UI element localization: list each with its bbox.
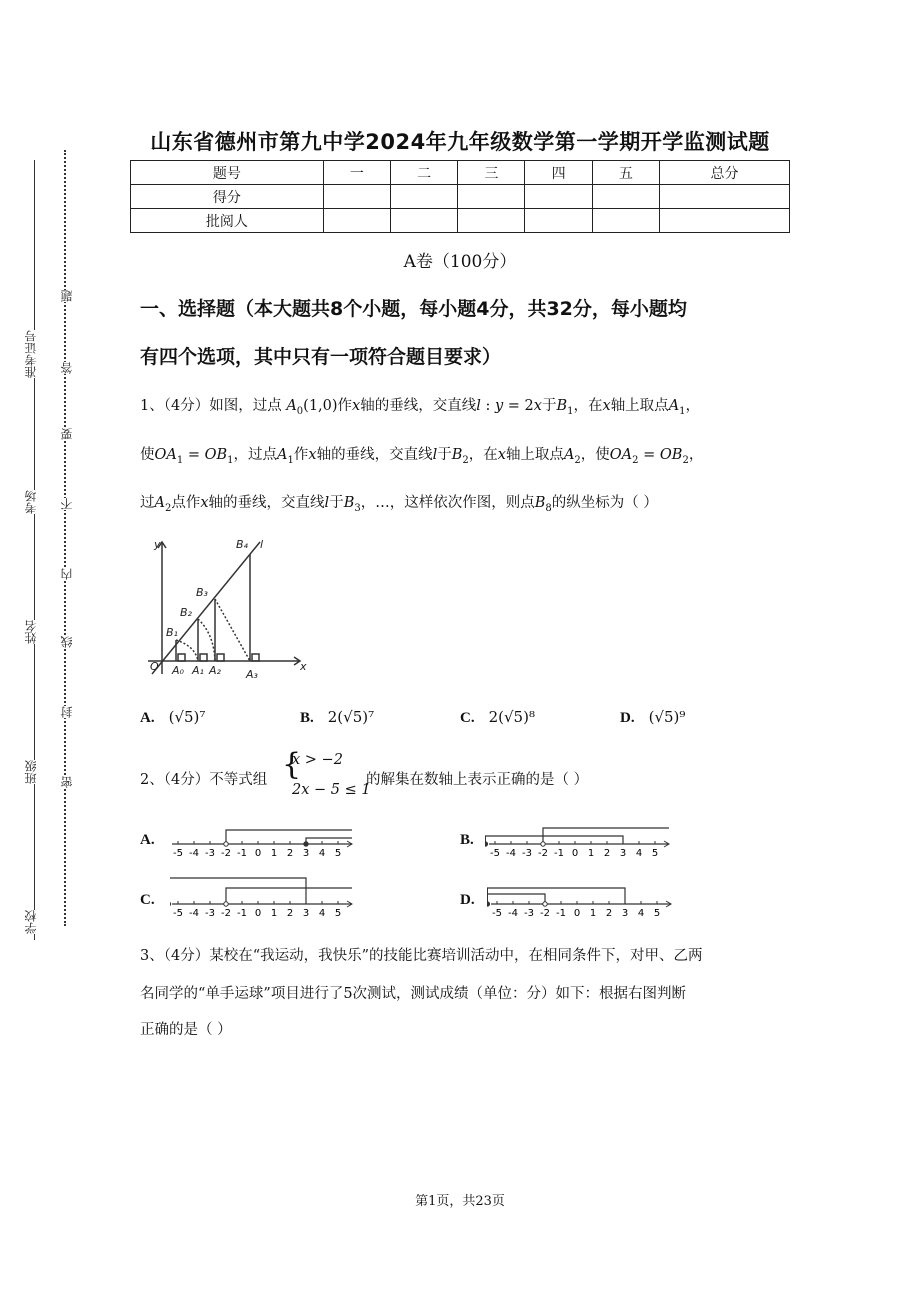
table-row <box>131 185 790 209</box>
tick-label: 4 <box>318 908 326 919</box>
numberline-b[interactable] <box>485 816 690 862</box>
endpoint-dot <box>304 842 308 846</box>
table-cell: 四 <box>525 161 592 185</box>
tick-label: -1 <box>237 908 247 919</box>
seal-char: 不 <box>60 498 74 510</box>
tick-label: -1 <box>237 848 247 859</box>
tick-label: 0 <box>571 848 579 859</box>
page-footer: 第1页，共23页 <box>415 1194 505 1209</box>
seal-char: 题 <box>60 290 74 302</box>
seal-char: 答 <box>60 362 74 374</box>
tick-label: -1 <box>554 848 564 859</box>
endpoint-dot <box>485 842 488 846</box>
label-name: 姓名 <box>24 620 38 644</box>
table-cell: 得分 <box>131 185 324 209</box>
q2-option-d-label[interactable]: D. <box>460 892 475 908</box>
q2-ineq1: x > −2 <box>292 752 343 768</box>
tick-label: 2 <box>605 908 613 919</box>
seal-char: 内 <box>60 568 74 580</box>
q1-line2: 使$OA_1 = OB_1$，过点$A_1$作x轴的垂线，交直线l于$B_2$，在x轴上取点$A_2$，使$OA_2 = OB_2$， <box>140 447 704 466</box>
tick-label: -4 <box>508 908 518 919</box>
tick-label: -3 <box>205 908 215 919</box>
tick-label: -2 <box>221 908 231 919</box>
option-c[interactable]: C. 2(√5)⁸ <box>460 708 535 726</box>
tick-label: -5 <box>173 908 183 919</box>
tick-label: 1 <box>587 848 595 859</box>
q2-prefix: 2、（4分）不等式组 <box>140 772 268 788</box>
tick-label: 1 <box>270 848 278 859</box>
part-heading-line2: 有四个选项，其中只有一项符合题目要求） <box>140 346 502 368</box>
tick-label: -3 <box>524 908 534 919</box>
tick-label: -4 <box>189 908 199 919</box>
tick-label: 1 <box>589 908 597 919</box>
label-school: 学校 <box>24 910 38 934</box>
tick-label: -3 <box>522 848 532 859</box>
solution-ray <box>226 830 352 844</box>
label-class: 班级 <box>24 760 38 784</box>
q2-option-a-label[interactable]: A. <box>140 832 155 848</box>
option-b[interactable]: B. 2(√5)⁷ <box>300 708 375 726</box>
svg-text:l: l <box>260 538 264 551</box>
tick-label: 3 <box>619 848 627 859</box>
tick-label: 2 <box>603 848 611 859</box>
tick-label: 0 <box>254 908 262 919</box>
svg-text:A₃: A₃ <box>246 668 258 681</box>
q3-line1: 3、（4分）某校在“我运动，我快乐”的技能比赛培训活动中，在相同条件下，对甲、乙两 <box>140 948 703 964</box>
numberline-a[interactable] <box>170 822 370 862</box>
table-row <box>131 161 790 185</box>
tick-label: -2 <box>540 908 550 919</box>
tick-label: 4 <box>635 848 643 859</box>
tick-label: 5 <box>334 848 342 859</box>
table-cell: 总分 <box>659 161 789 185</box>
svg-text:B₃: B₃ <box>196 586 208 599</box>
tick-label: -3 <box>205 848 215 859</box>
seal-char: 封 <box>60 706 74 718</box>
tick-label: 5 <box>653 908 661 919</box>
brace: { <box>282 747 302 782</box>
label-exam-room: 考场 <box>24 490 38 514</box>
tick-label: 5 <box>651 848 659 859</box>
endpoint-dot <box>224 842 228 846</box>
tick-label: -2 <box>538 848 548 859</box>
svg-text:A₀: A₀ <box>172 664 184 677</box>
score-table <box>130 160 790 233</box>
section-heading: A卷（100分） <box>403 252 517 272</box>
tick-label: 5 <box>334 908 342 919</box>
endpoint-dot <box>224 902 228 906</box>
exam-title: 山东省德州市第九中学2024年九年级数学第一学期开学监测试题 <box>150 130 770 154</box>
option-d[interactable]: D. (√5)⁹ <box>620 708 686 726</box>
grader-input-cell[interactable] <box>323 209 390 233</box>
q2-option-b-label[interactable]: B. <box>460 832 474 848</box>
q3-line3: 正确的是（ ） <box>140 1022 232 1038</box>
table-cell: 一 <box>323 161 390 185</box>
tick-label: 4 <box>318 848 326 859</box>
endpoint-dot <box>170 902 171 906</box>
tick-label: 3 <box>621 908 629 919</box>
binding-solid-line <box>34 160 35 940</box>
tick-label: 0 <box>254 848 262 859</box>
tick-label: 1 <box>270 908 278 919</box>
svg-text:y: y <box>154 538 161 551</box>
seal-char: 线 <box>60 636 74 648</box>
grader-input-cell[interactable] <box>592 209 659 233</box>
score-input-cell[interactable] <box>592 185 659 209</box>
tick-label: 3 <box>302 848 310 859</box>
q2-ineq2: 2x − 5 ≤ 1 <box>292 782 371 798</box>
tick-label: -1 <box>556 908 566 919</box>
tick-label: 2 <box>286 848 294 859</box>
grader-input-cell[interactable] <box>391 209 458 233</box>
q1-line3: 过$A_2$点作x轴的垂线，交直线l于$B_3$，…，这样依次作图，则点$B_8$的纵坐标为（ ） <box>140 495 658 514</box>
solution-ray <box>485 836 623 844</box>
tick-label: -5 <box>173 848 183 859</box>
part-heading-line1: 一、选择题（本大题共8个小题，每小题4分，共32分，每小题均 <box>140 298 687 320</box>
table-cell: 题号 <box>131 161 324 185</box>
solution-ray <box>306 838 352 844</box>
option-a[interactable]: A. (√5)⁷ <box>140 708 206 726</box>
svg-text:A₂: A₂ <box>209 664 221 677</box>
score-input-cell[interactable] <box>391 185 458 209</box>
tick-label: -4 <box>189 848 199 859</box>
table-cell: 五 <box>592 161 659 185</box>
tick-label: -2 <box>221 848 231 859</box>
tick-label: 4 <box>637 908 645 919</box>
numberline-d[interactable] <box>487 876 692 920</box>
solution-ray <box>226 888 352 904</box>
solution-ray <box>487 894 545 904</box>
grader-input-cell[interactable] <box>458 209 525 233</box>
tick-label: 3 <box>302 908 310 919</box>
seal-char: 密 <box>60 776 74 788</box>
table-cell: 三 <box>458 161 525 185</box>
table-cell: 二 <box>391 161 458 185</box>
svg-text:B₄: B₄ <box>236 538 248 551</box>
endpoint-dot <box>541 842 545 846</box>
table-cell: 批阅人 <box>131 209 324 233</box>
grader-input-cell[interactable] <box>659 209 789 233</box>
q3-line2: 名同学的“单手运球”项目进行了5次测试，测试成绩（单位：分）如下：根据右图判断 <box>140 986 687 1002</box>
tick-label: 2 <box>286 908 294 919</box>
q2-suffix: 的解集在数轴上表示正确的是（ ） <box>366 772 589 788</box>
grader-input-cell[interactable] <box>525 209 592 233</box>
svg-text:B₂: B₂ <box>180 606 192 619</box>
svg-text:A₁: A₁ <box>192 664 204 677</box>
score-input-cell[interactable] <box>525 185 592 209</box>
solution-ray <box>487 888 625 904</box>
svg-text:B₁: B₁ <box>166 626 178 639</box>
table-row <box>131 209 790 233</box>
solution-ray <box>170 878 306 904</box>
q2-option-c-label[interactable]: C. <box>140 892 155 908</box>
svg-text:x: x <box>300 660 307 673</box>
score-input-cell[interactable] <box>323 185 390 209</box>
endpoint-dot <box>487 902 490 906</box>
score-input-cell[interactable] <box>458 185 525 209</box>
label-admission-no: 准考证号 <box>24 330 38 378</box>
tick-label: -4 <box>506 848 516 859</box>
seal-char: 要 <box>60 428 74 440</box>
svg-text:O: O <box>150 660 159 673</box>
numberline-c[interactable] <box>170 870 375 920</box>
tick-label: -5 <box>492 908 502 919</box>
q1-figure <box>140 534 310 684</box>
tick-label: -5 <box>490 848 500 859</box>
q1-line1: 1、（4分）如图，过点 $A_0(1,0)$作x轴的垂线，交直线l : y = 2x于$B_1$，在x轴上取点$A_1$， <box>140 398 701 417</box>
tick-label: 0 <box>573 908 581 919</box>
score-input-cell[interactable] <box>659 185 789 209</box>
endpoint-dot <box>543 902 547 906</box>
